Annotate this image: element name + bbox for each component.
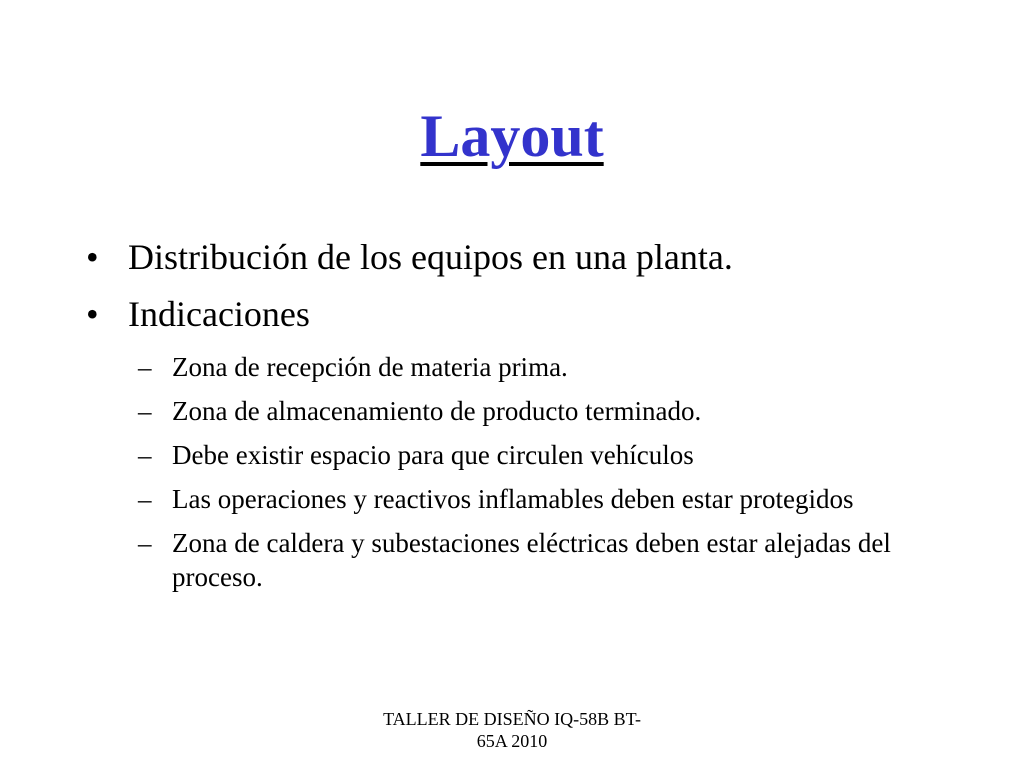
dash-icon: – [138,440,152,470]
dash-icon: – [138,352,152,382]
dash-icon: – [138,396,152,426]
bullet-icon: • [86,237,99,277]
dash-icon: – [138,484,152,514]
sub-item [82,394,942,428]
sub-item [82,526,942,594]
slide-content [82,236,942,604]
footer-line: TALLER DE DISEÑO IQ-58B BT- [383,709,641,729]
sub-item [82,482,942,516]
sub-item-text: Las operaciones y reactivos inflamables deben estar protegidos [172,484,854,514]
footer-line: 65A 2010 [476,731,548,751]
bullet-icon: • [86,294,99,334]
slide-footer [340,708,684,752]
sub-item [82,350,942,384]
sub-item [82,438,942,472]
sub-item-text: Zona de recepción de materia prima. [172,352,568,382]
sub-list [82,350,942,594]
bullet-item [82,236,942,279]
sub-item-text: Debe existir espacio para que circulen vehículos [172,440,694,470]
slide-title [0,100,1024,172]
bullet-text: Distribución de los equipos en una planta. [128,237,733,277]
dash-icon: – [138,528,152,558]
sub-item-text: Zona de almacenamiento de producto terminado. [172,396,702,426]
bullet-item [82,293,942,336]
slide-title-link[interactable]: Layout [420,103,604,169]
bullet-text: Indicaciones [128,294,310,334]
sub-item-text: Zona de caldera y subestaciones eléctricas deben estar alejadas del proceso. [172,528,891,592]
